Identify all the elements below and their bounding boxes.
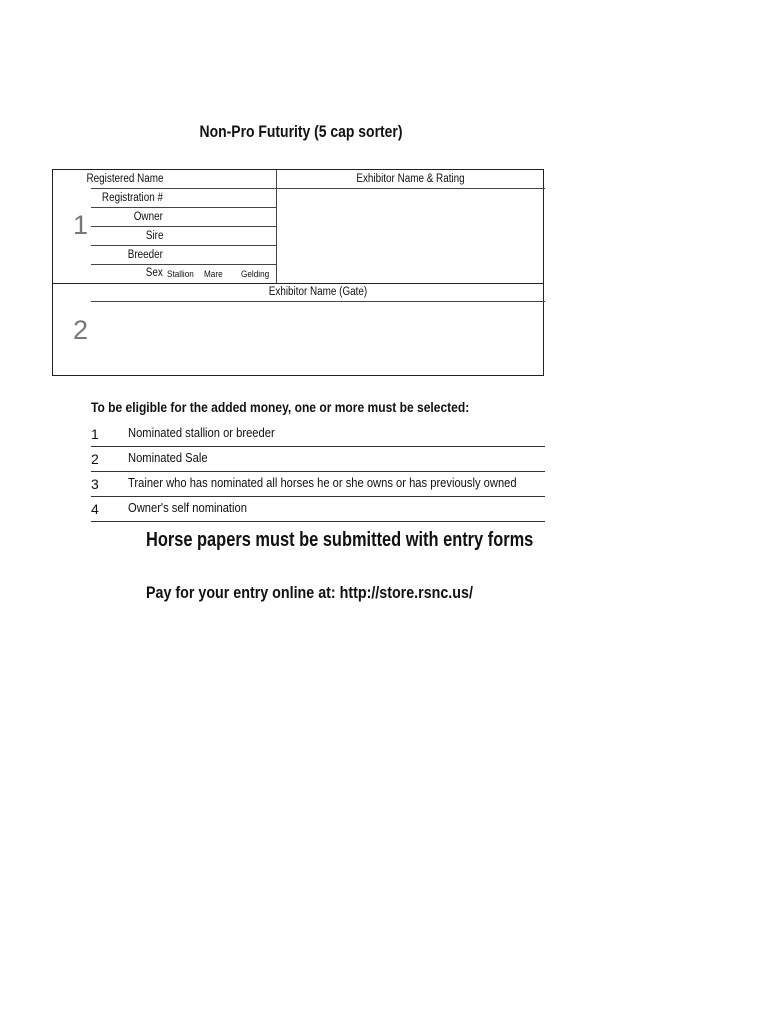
eligibility-item: [91, 496, 545, 522]
papers-notice: Horse papers must be submitted with entry forms: [146, 529, 534, 551]
eligibility-item-text: Trainer who has nominated all horses he or she owns or has previously owned: [128, 475, 517, 490]
sex-option-mare[interactable]: Mare: [204, 269, 223, 280]
label-registered-name: Registered Name: [86, 173, 163, 185]
entry-number-1: 1: [73, 210, 89, 240]
eligibility-item-number: 2: [91, 451, 99, 467]
entry-form-box: [52, 169, 544, 376]
sex-option-gelding[interactable]: Gelding: [241, 269, 270, 280]
entry-divider: [53, 283, 543, 284]
label-breeder: Breeder: [127, 249, 163, 261]
exhibitor-gate-line: [91, 301, 545, 302]
label-exhibitor-name-rating: Exhibitor Name & Rating: [356, 173, 465, 185]
field-line-registered-name: [91, 188, 276, 189]
label-sex: Sex: [145, 267, 163, 279]
eligibility-item-text: Nominated Sale: [128, 450, 208, 465]
sex-option-stallion[interactable]: Stallion: [167, 269, 194, 280]
eligibility-item-text: Nominated stallion or breeder: [128, 425, 275, 440]
label-sire: Sire: [145, 230, 163, 242]
eligibility-item: [91, 446, 545, 472]
entry-number-2: 2: [73, 315, 89, 345]
eligibility-item: [91, 421, 545, 447]
field-line-owner: [91, 226, 276, 227]
pay-online-notice: Pay for your entry online at: http://store.rsnc.us/: [146, 583, 473, 602]
field-line-breeder: [91, 264, 276, 265]
eligibility-item: [91, 471, 545, 497]
label-exhibitor-name-gate: Exhibitor Name (Gate): [268, 286, 368, 298]
eligibility-item-number: 3: [91, 476, 99, 492]
page-title: Non-Pro Futurity (5 cap sorter): [199, 122, 403, 141]
label-registration: Registration #: [101, 192, 163, 204]
eligibility-heading: To be eligible for the added money, one or more must be selected:: [91, 399, 470, 415]
label-owner: Owner: [133, 211, 163, 223]
section-divider-vertical: [276, 170, 277, 283]
exhibitor-header-line: [276, 188, 545, 189]
field-line-registration: [91, 207, 276, 208]
eligibility-item-number: 4: [91, 501, 99, 517]
eligibility-item-number: 1: [91, 426, 99, 442]
eligibility-item-text: Owner's self nomination: [128, 500, 247, 515]
field-line-sire: [91, 245, 276, 246]
